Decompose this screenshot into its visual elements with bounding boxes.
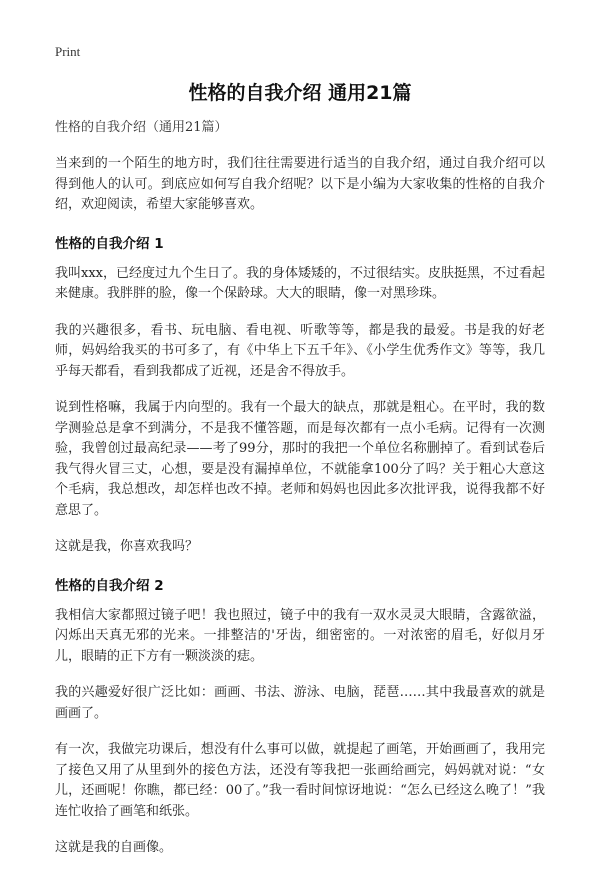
print-link[interactable]: Print xyxy=(55,44,81,59)
section-1-paragraph-1: 我叫xxx，已经度过九个生日了。我的身体矮矮的，不过很结实。皮肤挺黑，不过看起来健康。我胖胖的脸，像一个保龄球。大大的眼睛，像一对黑珍珠。 xyxy=(55,265,545,301)
page-title: 性格的自我介绍 通用21篇 xyxy=(188,82,412,104)
intro-paragraph: 当来到的一个陌生的地方时，我们往往需要进行适当的自我介绍，通过自我介绍可以得到他人的认可。到底应如何写自我介绍呢？以下是小编为大家收集的性格的自我介绍，欢迎阅读，希望大家能够喜欢。 xyxy=(55,156,545,212)
section-2-paragraph-4: 这就是我的自画像。 xyxy=(55,840,173,855)
section-1-paragraph-3: 说到性格嘛，我属于内向型的。我有一个最大的缺点，那就是粗心。在平时，我的数学测验总是拿不到满分，不是我不懂答题，而是每次都有一点小毛病。记得有一次测验，我曾创过最高纪录——考了99分，那时的我把一个单位名称删掉了。看到试卷后我气得火冒三丈，心想，要是没有漏掉单位，不就能拿100分了吗？关于粗心大意这个毛病，我总想改，却怎样也改不掉。老师和妈妈也因此多次批评我，说得我都不好意思了。 xyxy=(55,400,545,518)
section-heading-1: 性格的自我介绍 1 xyxy=(55,235,164,252)
article-subtitle: 性格的自我介绍（通用21篇） xyxy=(55,120,228,135)
section-2-paragraph-3: 有一次，我做完功课后，想没有什么事可以做，就提起了画笔，开始画画了，我用完了接色又用了从里到外的接色方法，还没有等我把一张画给画完，妈妈就对说：“女儿，还画呢！你瞧，都已经：00了。”我一看时间惊讶地说：“怎么已经这么晚了！”我连忙收拾了画笔和纸张。 xyxy=(55,742,545,819)
section-1-paragraph-2: 我的兴趣很多，看书、玩电脑、看电视、听歌等等，都是我的最爱。书是我的好老师，妈妈给我买的书可多了，有《中华上下五千年》、《小学生优秀作文》等等，我几乎每天都看，看到我都成了近视，还是舍不得放手。 xyxy=(55,322,545,379)
section-2-paragraph-2: 我的兴趣爱好很广泛比如：画画、书法、游泳、电脑，琵琶……其中我最喜欢的就是画画了。 xyxy=(55,685,545,721)
section-1-paragraph-4: 这就是我，你喜欢我吗？ xyxy=(55,539,199,554)
section-2-paragraph-1: 我相信大家都照过镜子吧！我也照过，镜子中的我有一双水灵灵大眼睛，含露欲溢，闪烁出天真无邪的光来。一排整洁的'牙齿，细密密的。一对浓密的眉毛，好似月牙儿，眼睛的正下方有一颗淡淡的痣。 xyxy=(55,607,545,664)
article-body xyxy=(55,118,545,875)
section-heading-2: 性格的自我介绍 2 xyxy=(55,577,164,594)
